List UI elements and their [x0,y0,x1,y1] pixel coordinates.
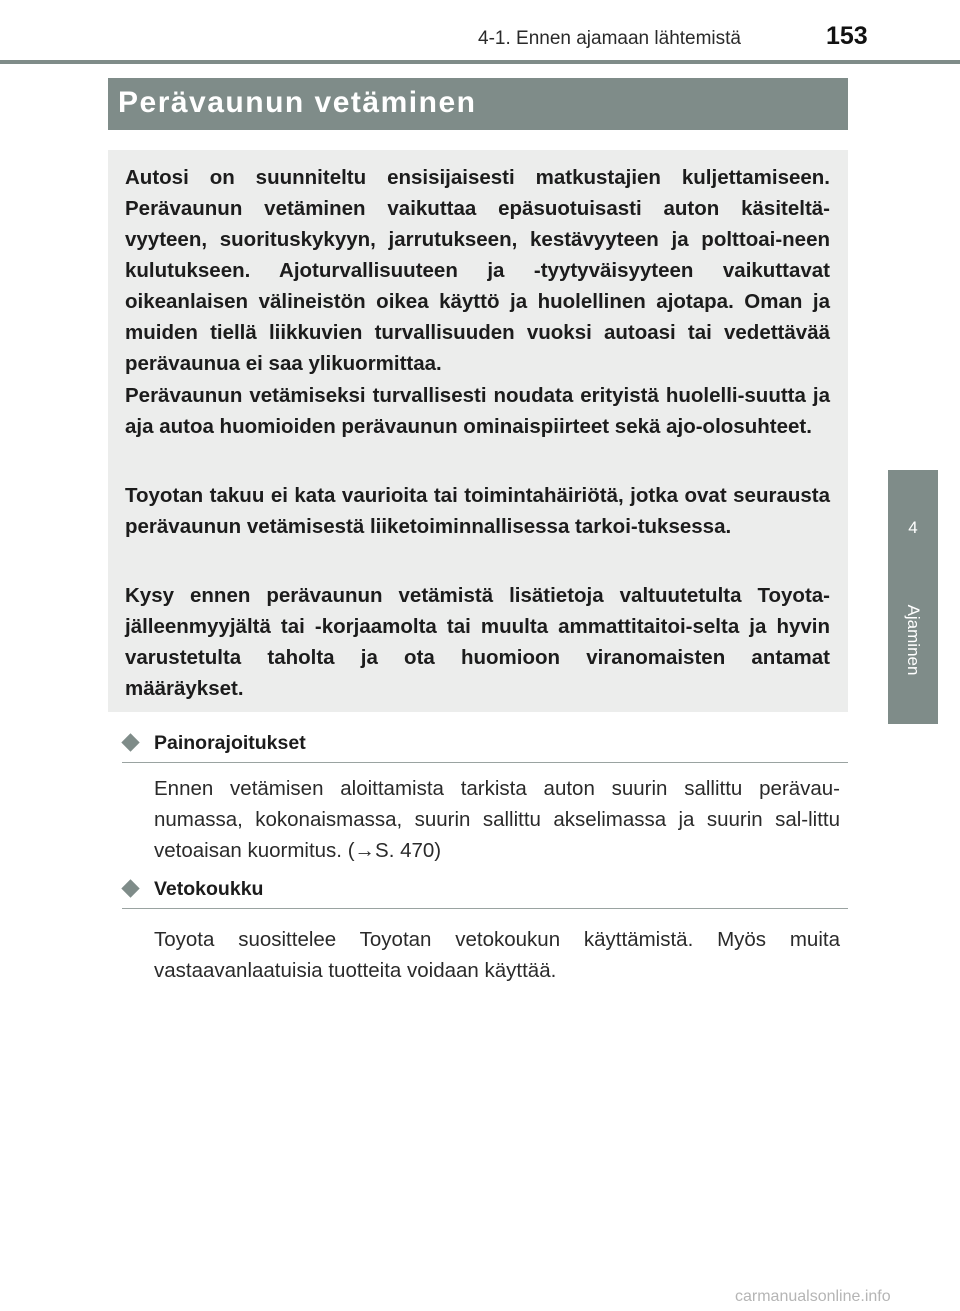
chapter-number: 4 [908,518,918,537]
chapter-label: Ajaminen [904,604,923,676]
diamond-bullet-icon [121,733,139,751]
intro-paragraph: Kysy ennen perävaunun vetämistä lisätietoja valtuutetulta Toyota-jälleenmyyjältä tai -korjaamolta tai muulta ammattitaitoi-selta ja hyvin varustetulta taholta ja ota huomioon viranomaisten antamat määräykset. [125,584,830,700]
section-title: Painorajoitukset [154,732,306,754]
section-title: Vetokoukku [154,878,264,900]
chapter-side-tab [888,470,938,724]
intro-paragraph: Autosi on suunniteltu ensisijaisesti matkustajien kuljettamiseen. Perävaunun vetäminen vaikuttaa epäsuotuisasti auton käsiteltä-vyyteen, suorituskykyyn, jarrutukseen, kestävyyteen ja polttoai-neen kulutukseen. Ajoturvallisuuteen ja -tyytyväisyyteen vaikuttavat oikeanlaisen välineistön oikea käyttö ja huolellinen ajotapa. Oman ja muiden tiellä liikkuvien turvallisuuden vuoksi autoasi tai vedettävää perävaunua ei saa ylikuormittaa. [125,166,830,375]
section-heading-weight-limits [122,732,848,763]
header-section-title: 4-1. Ennen ajamaan lähtemistä [478,28,741,49]
intro-box [108,150,848,712]
page-title: Perävaunun vetäminen [118,86,477,119]
header-divider [0,60,960,64]
diamond-bullet-icon [121,879,139,897]
page-number: 153 [826,22,868,50]
section-heading-tow-hitch [122,878,848,909]
title-bar [108,78,848,130]
intro-paragraph: Perävaunun vetämiseksi turvallisesti noudata erityistä huolelli-suutta ja aja autoa huomioiden perävaunun ominaispiirteet sekä ajo-olosuhteet. [125,384,830,438]
chapter-label-container [888,590,938,690]
section-body-text: Toyota suosittelee Toyotan vetokoukun käyttämistä. Myös muita vastaavanlaatuisia tuotteita voidaan käyttää. [154,928,840,982]
section-body-text: Ennen vetämisen aloittamista tarkista auton suurin sallittu perävau-numassa, kokonaismassa, suurin sallittu akselimassa ja suurin sal-littu vetoaisan kuormitus. (→S. 470) [154,777,840,862]
intro-paragraph: Toyotan takuu ei kata vaurioita tai toimintahäiriötä, jotka ovat seurausta perävaunun vetämisestä liiketoiminnallisessa tarkoi-tuksessa. [125,484,830,538]
watermark: carmanualsonline.info [735,1288,891,1305]
